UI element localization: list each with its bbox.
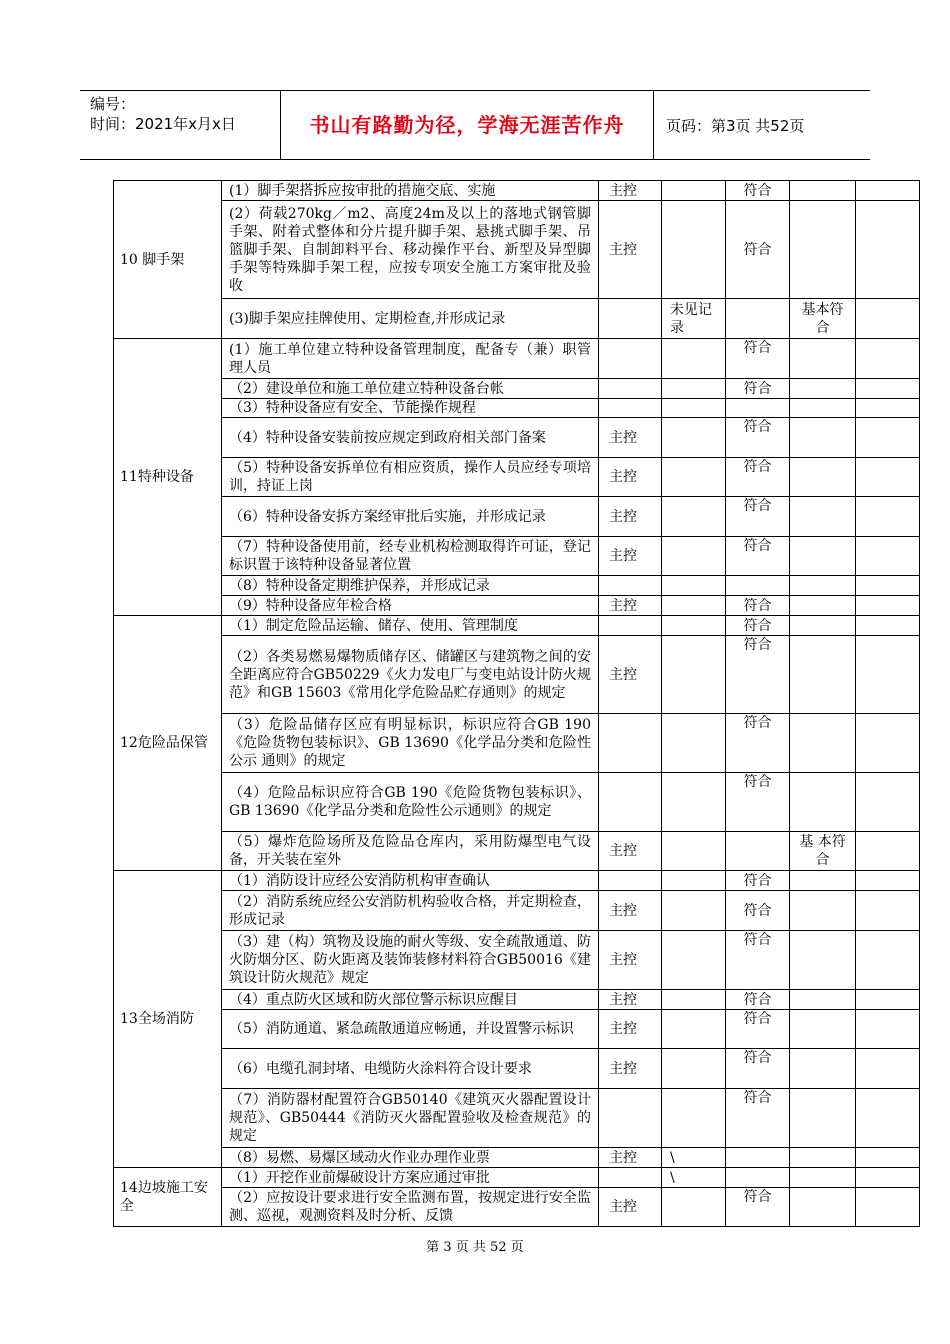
result-cell: 符合 [726, 616, 790, 636]
note-cell [790, 891, 856, 931]
control-level-cell [599, 773, 662, 832]
result-cell [726, 1168, 790, 1188]
empty-cell [856, 339, 920, 379]
requirement-cell: (1）脚手架搭拆应按审批的措施交底、实施 [222, 181, 599, 201]
empty-cell [856, 181, 920, 201]
note-cell [790, 458, 856, 497]
note-cell [790, 576, 856, 596]
table-row [114, 399, 920, 418]
table-row [114, 773, 920, 832]
empty-cell [856, 299, 920, 339]
requirement-cell: （7）特种设备使用前，经专业机构检测取得许可证，登记标识置于该特种设备显著位置 [222, 537, 599, 576]
status-cell [662, 399, 726, 418]
note-cell [790, 399, 856, 418]
note-cell [790, 636, 856, 714]
result-cell [726, 1148, 790, 1168]
section-title: 12危险品保管 [114, 616, 222, 871]
table-row [114, 1089, 920, 1148]
status-cell [662, 832, 726, 871]
empty-cell [856, 596, 920, 616]
empty-cell [856, 458, 920, 497]
result-cell: 符合 [726, 891, 790, 931]
control-level-cell [599, 714, 662, 773]
table-row [114, 339, 920, 379]
result-cell: 符合 [726, 596, 790, 616]
requirement-cell: (2）荷载270kg／m2、高度24m及以上的落地式钢管脚手架、附着式整体和分片提升脚手架、悬挑式脚手架、吊篮脚手架、自制卸料平台、移动操作平台、新型及异型脚手架等特殊脚手架工程，应按专项安全施工方案审批及验收 [222, 201, 599, 299]
table-row [114, 931, 920, 990]
status-cell [662, 379, 726, 399]
status-cell [662, 616, 726, 636]
requirement-cell: （4）危险品标识应符合GB 190《危险货物包装标识》、GB 13690《化学品分类和危险性公示通则》的规定 [222, 773, 599, 832]
status-cell [662, 1188, 726, 1227]
requirement-cell: （2）消防系统应经公安消防机构验收合格，并定期检查，形成记录 [222, 891, 599, 931]
result-cell: 符合 [726, 1188, 790, 1227]
table-row [114, 181, 920, 201]
status-cell: 未见记录 [662, 299, 726, 339]
header-meta [80, 91, 281, 159]
document-time-label: 时间：2021年x月x日 [90, 115, 236, 133]
empty-cell [856, 636, 920, 714]
empty-cell [856, 576, 920, 596]
requirement-cell: （2）建设单位和施工单位建立特种设备台帐 [222, 379, 599, 399]
result-cell: 符合 [726, 201, 790, 299]
result-cell: 符合 [726, 871, 790, 891]
table-row [114, 636, 920, 714]
empty-cell [856, 832, 920, 871]
control-level-cell: 主控 [599, 891, 662, 931]
note-cell [790, 1049, 856, 1089]
table-row [114, 1188, 920, 1227]
result-cell: 符合 [726, 458, 790, 497]
status-cell [662, 418, 726, 458]
control-level-cell: 主控 [599, 1010, 662, 1049]
result-cell: 符合 [726, 537, 790, 576]
requirement-cell: （8）特种设备定期维护保养，并形成记录 [222, 576, 599, 596]
result-cell: 符合 [726, 379, 790, 399]
empty-cell [856, 616, 920, 636]
empty-cell [856, 1148, 920, 1168]
table-row [114, 1148, 920, 1168]
empty-cell [856, 1168, 920, 1188]
empty-cell [856, 537, 920, 576]
control-level-cell: 主控 [599, 636, 662, 714]
section-title: 14边坡施工安全 [114, 1168, 222, 1227]
requirement-cell: （1）消防设计应经公安消防机构审查确认 [222, 871, 599, 891]
control-level-cell [599, 1089, 662, 1148]
status-cell [662, 339, 726, 379]
table-row [114, 537, 920, 576]
table-row [114, 576, 920, 596]
note-cell [790, 931, 856, 990]
result-cell: 符合 [726, 773, 790, 832]
control-level-cell: 主控 [599, 418, 662, 458]
note-cell [790, 1089, 856, 1148]
result-cell: 符合 [726, 497, 790, 537]
table-row [114, 832, 920, 871]
table-row [114, 497, 920, 537]
note-cell: 基本符合 [790, 299, 856, 339]
requirement-cell: （5）特种设备安拆单位有相应资质，操作人员应经专项培训，持证上岗 [222, 458, 599, 497]
control-level-cell [599, 379, 662, 399]
requirement-cell: （3）建（构）筑物及设施的耐火等级、安全疏散通道、防火防烟分区、防火距离及装饰装修材料符合GB50016《建筑设计防火规范》规定 [222, 931, 599, 990]
table-row [114, 871, 920, 891]
control-level-cell: 主控 [599, 832, 662, 871]
control-level-cell: 主控 [599, 1049, 662, 1089]
control-level-cell [599, 576, 662, 596]
note-cell [790, 201, 856, 299]
status-cell [662, 201, 726, 299]
status-cell [662, 636, 726, 714]
requirement-cell: （6）特种设备安拆方案经审批后实施，并形成记录 [222, 497, 599, 537]
requirement-cell: （9）特种设备应年检合格 [222, 596, 599, 616]
note-cell [790, 339, 856, 379]
result-cell: 符合 [726, 1010, 790, 1049]
control-level-cell [599, 1168, 662, 1188]
empty-cell [856, 773, 920, 832]
header-motto: 书山有路勤为径，学海无涯苦作舟 [281, 91, 654, 159]
table-row [114, 596, 920, 616]
empty-cell [856, 201, 920, 299]
empty-cell [856, 871, 920, 891]
requirement-cell: （3）特种设备应有安全、节能操作规程 [222, 399, 599, 418]
status-cell [662, 458, 726, 497]
requirement-cell: (1）施工单位建立特种设备管理制度，配备专（兼）职管理人员 [222, 339, 599, 379]
requirement-cell: （5）爆炸危险场所及危险品仓库内，采用防爆型电气设备，开关装在室外 [222, 832, 599, 871]
table-row [114, 379, 920, 399]
table-row [114, 299, 920, 339]
control-level-cell: 主控 [599, 931, 662, 990]
status-cell [662, 773, 726, 832]
section-title: 13全场消防 [114, 871, 222, 1168]
note-cell [790, 990, 856, 1010]
requirement-cell: （7）消防器材配置符合GB50140《建筑灭火器配置设计规范》、GB50444《消防灭火器配置验收及检查规范》的规定 [222, 1089, 599, 1148]
table-row [114, 458, 920, 497]
status-cell [662, 714, 726, 773]
requirement-cell: （2）应按设计要求进行安全监测布置，按规定进行安全监测、巡视，观测资料及时分析、反馈 [222, 1188, 599, 1227]
requirement-cell: （6）电缆孔洞封堵、电缆防火涂料符合设计要求 [222, 1049, 599, 1089]
note-cell [790, 1168, 856, 1188]
status-cell [662, 497, 726, 537]
note-cell [790, 871, 856, 891]
status-cell: \ [662, 1148, 726, 1168]
control-level-cell: 主控 [599, 181, 662, 201]
control-level-cell: 主控 [599, 1148, 662, 1168]
requirement-cell: (3)脚手架应挂牌使用、定期检查,并形成记录 [222, 299, 599, 339]
empty-cell [856, 1010, 920, 1049]
status-cell [662, 990, 726, 1010]
result-cell: 符合 [726, 636, 790, 714]
inspection-table [113, 180, 920, 1227]
status-cell [662, 931, 726, 990]
page-footer: 第 3 页 共 52 页 [426, 1240, 524, 1255]
note-cell [790, 714, 856, 773]
result-cell [726, 832, 790, 871]
table-row [114, 616, 920, 636]
requirement-cell: （2）各类易燃易爆物质储存区、储罐区与建筑物之间的安全距离应符合GB50229《火力发电厂与变电站设计防火规范》和GB 15603《常用化学危险品贮存通则》的规定 [222, 636, 599, 714]
note-cell [790, 1148, 856, 1168]
empty-cell [856, 379, 920, 399]
status-cell [662, 1049, 726, 1089]
empty-cell [856, 1089, 920, 1148]
table-row [114, 1049, 920, 1089]
empty-cell [856, 931, 920, 990]
requirement-cell: （4）特种设备安装前按应规定到政府相关部门备案 [222, 418, 599, 458]
note-cell [790, 537, 856, 576]
result-cell: 符合 [726, 1049, 790, 1089]
note-cell [790, 1010, 856, 1049]
requirement-cell: （1）制定危险品运输、储存、使用、管理制度 [222, 616, 599, 636]
control-level-cell [599, 871, 662, 891]
requirement-cell: （3）危险品储存区应有明显标识，标识应符合GB 190《危险货物包装标识》、GB 13690《化学品分类和危险性公示 通则》的规定 [222, 714, 599, 773]
note-cell [790, 497, 856, 537]
note-cell [790, 773, 856, 832]
control-level-cell: 主控 [599, 990, 662, 1010]
control-level-cell [599, 299, 662, 339]
result-cell: 符合 [726, 181, 790, 201]
document-number-label: 编号： [90, 95, 136, 113]
result-cell: 符合 [726, 1089, 790, 1148]
requirement-cell: （5）消防通道、紧急疏散通道应畅通，并设置警示标识 [222, 1010, 599, 1049]
section-title: 10 脚手架 [114, 181, 222, 339]
control-level-cell: 主控 [599, 596, 662, 616]
requirement-cell: （4）重点防火区域和防火部位警示标识应醒目 [222, 990, 599, 1010]
result-cell [726, 576, 790, 596]
empty-cell [856, 891, 920, 931]
header-page-info: 页码：第3页 共52页 [666, 117, 805, 135]
result-cell: 符合 [726, 418, 790, 458]
control-level-cell [599, 616, 662, 636]
page-header [80, 90, 870, 160]
table-row [114, 1010, 920, 1049]
result-cell: 符合 [726, 714, 790, 773]
status-cell [662, 596, 726, 616]
status-cell [662, 181, 726, 201]
table-row [114, 418, 920, 458]
empty-cell [856, 418, 920, 458]
control-level-cell: 主控 [599, 497, 662, 537]
result-cell [726, 299, 790, 339]
table-row [114, 1168, 920, 1188]
status-cell [662, 891, 726, 931]
control-level-cell [599, 399, 662, 418]
result-cell: 符合 [726, 339, 790, 379]
control-level-cell: 主控 [599, 201, 662, 299]
empty-cell [856, 714, 920, 773]
status-cell [662, 1089, 726, 1148]
status-cell [662, 871, 726, 891]
result-cell: 符合 [726, 931, 790, 990]
control-level-cell: 主控 [599, 458, 662, 497]
section-title: 11特种设备 [114, 339, 222, 616]
note-cell [790, 418, 856, 458]
note-cell [790, 616, 856, 636]
note-cell [790, 596, 856, 616]
empty-cell [856, 497, 920, 537]
empty-cell [856, 399, 920, 418]
empty-cell [856, 1049, 920, 1089]
control-level-cell: 主控 [599, 537, 662, 576]
requirement-cell: （8）易燃、易爆区域动火作业办理作业票 [222, 1148, 599, 1168]
status-cell [662, 537, 726, 576]
requirement-cell: （1）开挖作业前爆破设计方案应通过审批 [222, 1168, 599, 1188]
status-cell [662, 1010, 726, 1049]
result-cell: 符合 [726, 990, 790, 1010]
table-row [114, 201, 920, 299]
status-cell: \ [662, 1168, 726, 1188]
control-level-cell [599, 339, 662, 379]
note-cell [790, 1188, 856, 1227]
table-row [114, 714, 920, 773]
status-cell [662, 576, 726, 596]
note-cell [790, 181, 856, 201]
note-cell: 基 本符合 [790, 832, 856, 871]
table-row [114, 891, 920, 931]
result-cell [726, 399, 790, 418]
empty-cell [856, 1188, 920, 1227]
table-row [114, 990, 920, 1010]
control-level-cell: 主控 [599, 1188, 662, 1227]
empty-cell [856, 990, 920, 1010]
note-cell [790, 379, 856, 399]
